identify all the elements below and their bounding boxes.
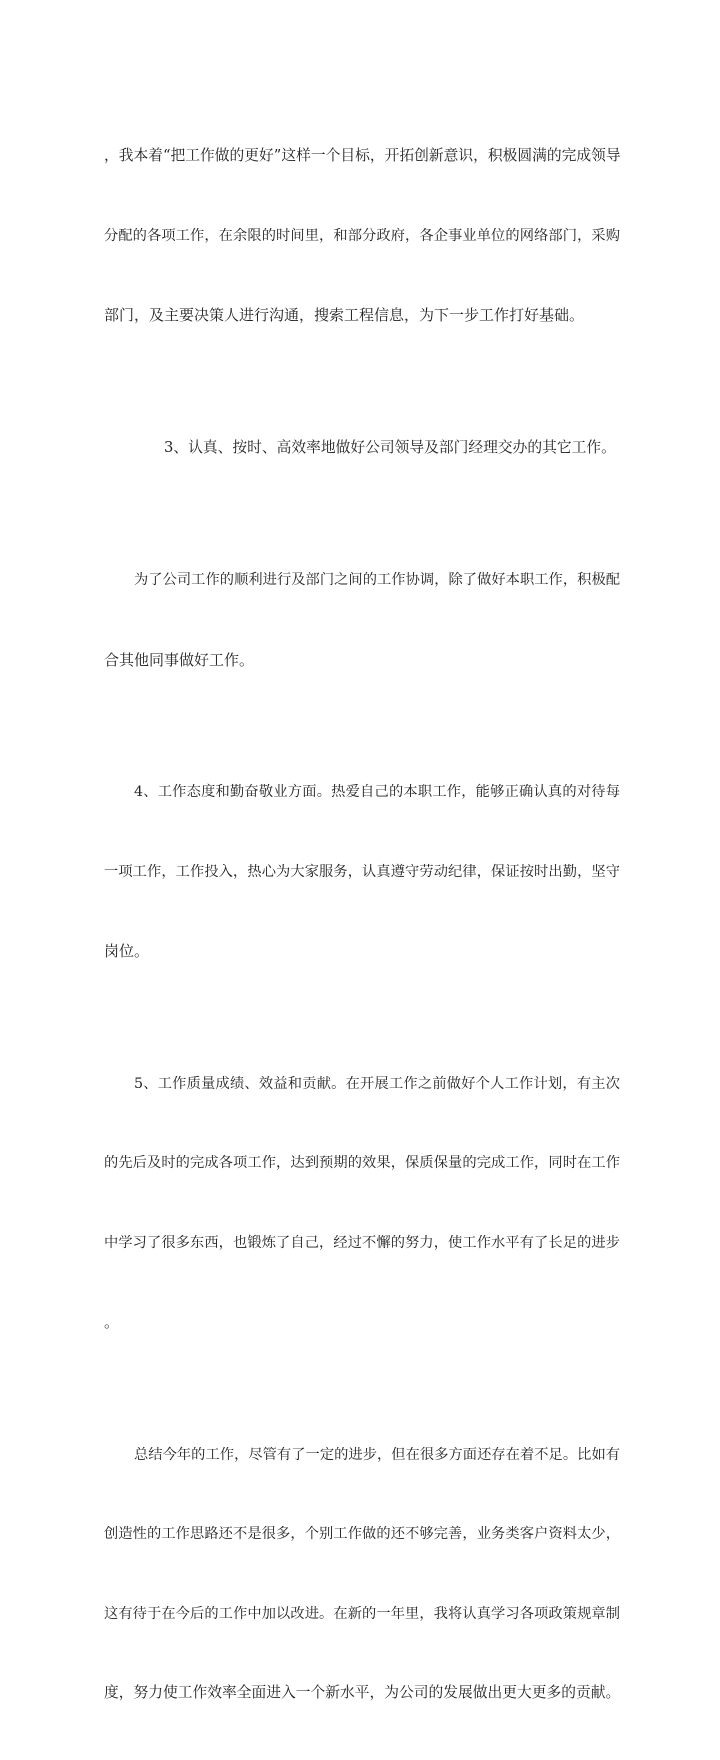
paragraph-line: 3、认真、按时、高效率地做好公司领导及部门经理交办的其它工作。: [164, 438, 616, 456]
paragraph-1: [104, 90, 620, 382]
paragraph-3: [104, 514, 620, 726]
paragraph-6: [104, 1389, 620, 1760]
document-body: [104, 90, 620, 1760]
paragraph-line: 。: [104, 1313, 120, 1331]
paragraph-2: [104, 382, 620, 515]
paragraph-line: 岗位。: [104, 942, 150, 960]
paragraph-line: 度，努力使工作效率全面进入一个新水平，为公司的发展做出更大更多的贡献。: [104, 1684, 621, 1701]
paragraph-line: 合其他同事做好工作。: [104, 650, 255, 669]
paragraph-line: 总结今年的工作，尽管有了一定的进步，但在很多方面还存在着不足。比如有: [134, 1446, 620, 1463]
paragraph-line: 的先后及时的完成各项工作，达到预期的效果，保质保量的完成工作，同时在工作: [104, 1155, 620, 1171]
paragraph-line: 一项工作，工作投入，热心为大家服务，认真遵守劳动纪律，保证按时出勤，坚守: [104, 863, 620, 880]
paragraph-5: [104, 1018, 620, 1389]
paragraph-line: 部门，及主要决策人进行沟通，搜索工程信息，为下一步工作打好基础。: [104, 306, 585, 324]
paragraph-line: 分配的各项工作，在余限的时间里，和部分政府，各企事业单位的网络部门，采购: [104, 227, 620, 244]
paragraph-line: 为了公司工作的顺利进行及部门之间的工作协调，除了做好本职工作，积极配: [134, 572, 620, 588]
paragraph-line: ，我本着“把工作做的更好”这样一个目标，开拓创新意识，积极圆满的完成领导: [104, 147, 621, 164]
paragraph-4: [104, 726, 620, 1018]
paragraph-line: 这有待于在今后的工作中加以改进。在新的一年里，我将认真学习各项政策规章制: [104, 1605, 620, 1622]
paragraph-line: 创造性的工作思路还不是很多，个别工作做的还不够完善，业务类客户资料太少，: [104, 1526, 620, 1542]
paragraph-line: 5、工作质量成绩、效益和贡献。在开展工作之前做好个人工作计划，有主次: [134, 1075, 620, 1092]
paragraph-line: 中学习了很多东西，也锻炼了自己，经过不懈的努力，使工作水平有了长足的进步: [104, 1234, 620, 1251]
paragraph-line: 4、工作态度和勤奋敬业方面。热爱自己的本职工作，能够正确认真的对待每: [134, 784, 620, 800]
